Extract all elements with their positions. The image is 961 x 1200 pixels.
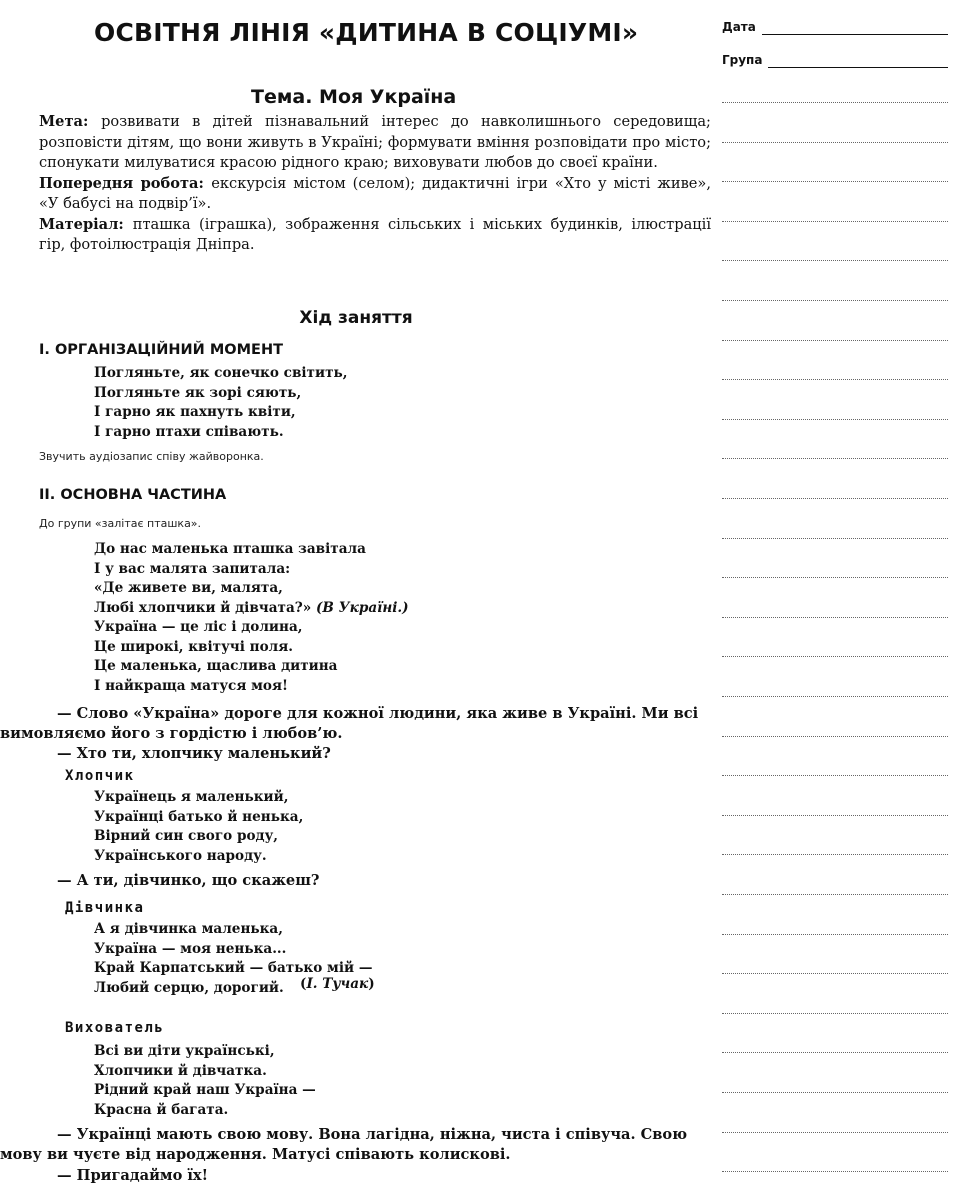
- prose-line: мову ви чуєте від народження. Матусі співають колискові.: [0, 1146, 511, 1163]
- verse-line: Українського народу.: [94, 847, 267, 864]
- page-title: ОСВІТНЯ ЛІНІЯ «ДИТИНА В СОЦІУМІ»: [94, 18, 639, 47]
- note-line[interactable]: [722, 894, 948, 895]
- group-field[interactable]: [722, 53, 762, 67]
- date-field[interactable]: [722, 20, 756, 34]
- closing-line: — Пригадаймо їх!: [57, 1167, 209, 1184]
- note-line[interactable]: [722, 854, 948, 855]
- note-line[interactable]: [722, 458, 948, 459]
- verse-line: «Де живете ви, малята,: [94, 580, 283, 596]
- verse-line: І найкраща матуся моя!: [94, 677, 288, 694]
- verse-line: Це широкі, квітучі поля.: [94, 638, 294, 655]
- section-2-heading: II. ОСНОВНА ЧАСТИНА: [39, 487, 227, 503]
- note-line[interactable]: [722, 1132, 948, 1133]
- note-line[interactable]: [722, 775, 948, 776]
- note-line[interactable]: [722, 1052, 948, 1053]
- material-text: пташка (іграшка), зображення сільських і міських будинків, ілюстрації гір, фотоілюстрація Дніпра.: [39, 215, 711, 253]
- verse-line: До нас маленька пташка завітала: [94, 541, 366, 557]
- verse-line: Це маленька, щаслива дитина: [94, 658, 338, 674]
- verse-line: А я дівчинка маленька,: [94, 921, 283, 937]
- note-line[interactable]: [722, 260, 948, 261]
- note-line[interactable]: [722, 1092, 948, 1093]
- author-name: І. Тучак: [306, 976, 369, 992]
- speaker-teacher: Вихователь: [65, 1020, 165, 1036]
- speaker-girl: Дівчинка: [65, 900, 145, 916]
- prose-ukraine-word: [0, 704, 711, 744]
- verse-line: Красна й багата.: [94, 1101, 229, 1118]
- note-line[interactable]: [722, 181, 948, 182]
- course-title: Хід заняття: [299, 308, 413, 328]
- verse-line: Вірний син свого роду,: [94, 828, 279, 844]
- question-girl: — А ти, дівчинко, що скажеш?: [57, 872, 320, 889]
- note-line[interactable]: [722, 221, 948, 222]
- note-line[interactable]: [722, 934, 948, 935]
- prep-label: Попередня робота:: [39, 174, 204, 192]
- verse-answer: (В Україні.): [315, 599, 409, 616]
- note-line[interactable]: [722, 538, 948, 539]
- prose-line: — Українці мають свою мову. Вона лагідна, ніжна, чиста і співуча. Свою: [57, 1126, 688, 1143]
- verse-line: Любий серцю, дорогий.: [94, 979, 284, 996]
- note-line[interactable]: [722, 736, 948, 737]
- verse-line: І у вас малята запитала:: [94, 560, 291, 577]
- note-line[interactable]: [722, 379, 948, 380]
- note-line[interactable]: [722, 340, 948, 341]
- group-label: Група: [722, 53, 763, 67]
- note-line[interactable]: [722, 973, 948, 974]
- prose-line: вимовляємо його з гордістю і любов’ю.: [0, 725, 343, 742]
- boy-verse: [94, 788, 303, 866]
- verse-line: І гарно птахи співають.: [94, 423, 284, 440]
- speaker-boy: Хлопчик: [65, 768, 135, 784]
- verse-line: Рідний край наш Україна —: [94, 1082, 316, 1098]
- verse-line: Україна — це ліс і долина,: [94, 619, 303, 635]
- verse-line: [94, 599, 409, 619]
- note-line[interactable]: [722, 300, 948, 301]
- goal-paragraph: [39, 112, 711, 174]
- section-1-note: Звучить аудіозапис співу жайворонка.: [39, 450, 264, 463]
- material-label: Матеріал:: [39, 215, 124, 233]
- note-line[interactable]: [722, 1171, 948, 1172]
- note-line[interactable]: [722, 102, 948, 103]
- note-line[interactable]: [722, 142, 948, 143]
- date-input-line[interactable]: [762, 34, 948, 35]
- prose-language: [0, 1125, 711, 1165]
- note-line[interactable]: [722, 696, 948, 697]
- note-line[interactable]: [722, 656, 948, 657]
- group-input-line[interactable]: [768, 67, 948, 68]
- note-line[interactable]: [722, 815, 948, 816]
- verse-line: Край Карпатський — батько мій —: [94, 960, 373, 976]
- note-line[interactable]: [722, 577, 948, 578]
- note-line[interactable]: [722, 419, 948, 420]
- verse-line: Хлопчики й дівчатка.: [94, 1062, 267, 1079]
- bird-verse: [94, 540, 409, 696]
- note-line[interactable]: [722, 617, 948, 618]
- section-1-heading: I. ОРГАНІЗАЦІЙНИЙ МОМЕНТ: [39, 342, 283, 358]
- lesson-intro: [39, 112, 711, 256]
- prep-paragraph: [39, 174, 711, 215]
- note-line[interactable]: [722, 1013, 948, 1014]
- poem-author: (І. Тучак): [300, 976, 375, 992]
- verse-line: І гарно як пахнуть квіти,: [94, 404, 296, 420]
- section-2-note: До групи «залітає пташка».: [39, 517, 202, 530]
- verse-line-text: Любі хлопчики й дівчата?»: [94, 599, 316, 616]
- verse-line: Україна — моя ненька...: [94, 940, 287, 957]
- verse-line: Всі ви діти українські,: [94, 1043, 275, 1059]
- section-1-verse: [94, 364, 347, 442]
- date-label: Дата: [722, 20, 756, 34]
- lesson-topic: Тема. Моя Україна: [251, 86, 457, 108]
- material-paragraph: [39, 215, 711, 256]
- verse-line: Українець я маленький,: [94, 789, 289, 805]
- note-line[interactable]: [722, 498, 948, 499]
- goal-label: Мета:: [39, 113, 89, 130]
- prep-text: екскурсія містом (селом); дидактичні ігри «Хто у місті живе», «У бабусі на подвір’ї».: [39, 174, 711, 212]
- teacher-verse: [94, 1042, 316, 1120]
- verse-line: Погляньте, як сонечко світить,: [94, 365, 348, 381]
- notes-column: [722, 0, 950, 1200]
- verse-line: Українці батько й ненька,: [94, 808, 304, 825]
- verse-line: Погляньте як зорі сяють,: [94, 384, 302, 401]
- question-boy: — Хто ти, хлопчику маленький?: [57, 745, 331, 762]
- goal-text: розвивати в дітей пізнавальний інтерес до навколишнього середовища; розповісти дітям, що вони живуть в Україні; формувати вміння розповідати про місто; спонукати милуватися красою рідного краю; виховувати любов до своєї країни.: [39, 113, 711, 171]
- prose-line: — Слово «Україна» дороге для кожної людини, яка живе в Україні. Ми всі: [57, 705, 699, 722]
